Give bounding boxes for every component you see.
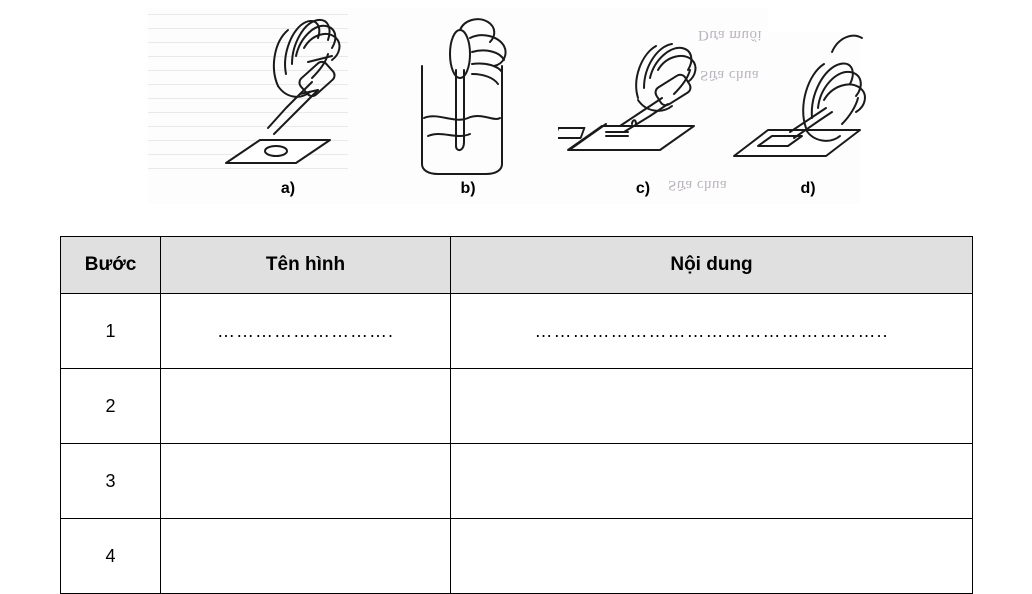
hand-dropper-on-specimen-icon	[558, 8, 728, 183]
table-header-row	[61, 237, 973, 294]
table-row	[61, 369, 973, 444]
figure-panel-c-label: c)	[635, 180, 651, 197]
figure-panel-c	[558, 8, 728, 204]
cell-figure-name[interactable]: ……………………….	[161, 294, 451, 369]
figure-illustration	[148, 8, 888, 208]
table-row	[61, 294, 973, 369]
ghost-text-2: Sữa chua	[700, 67, 760, 83]
hand-placing-coverslip-icon	[728, 8, 888, 183]
cell-step-number: 3	[61, 444, 161, 519]
figure-panel-a	[208, 8, 368, 204]
figure-panel-b	[398, 8, 538, 204]
cell-content[interactable]: ………………………………………………..	[451, 294, 973, 369]
column-header-content: Nội dung	[451, 237, 973, 294]
column-header-figure-name: Tên hình	[161, 237, 451, 294]
cell-figure-name[interactable]	[161, 369, 451, 444]
cell-step-number: 4	[61, 519, 161, 594]
cell-figure-name[interactable]	[161, 444, 451, 519]
ghost-text-1: Dưa muối	[698, 27, 763, 43]
hand-stirring-beaker-icon	[398, 8, 538, 183]
figure-panel-a-label: a)	[280, 180, 296, 197]
ghost-text-3: Sữa chua	[668, 177, 728, 193]
hand-dropper-on-slide-icon	[208, 8, 368, 183]
figure-panel-d-label: d)	[800, 180, 816, 197]
cell-content[interactable]	[451, 444, 973, 519]
cell-step-number: 1	[61, 294, 161, 369]
scan-corner-fold	[768, 8, 888, 32]
cell-content[interactable]	[451, 369, 973, 444]
table-row	[61, 444, 973, 519]
cell-figure-name[interactable]	[161, 519, 451, 594]
steps-table	[60, 236, 973, 594]
cell-content[interactable]	[451, 519, 973, 594]
table-row	[61, 519, 973, 594]
column-header-step: Bước	[61, 237, 161, 294]
figure-panel-b-label: b)	[460, 180, 476, 197]
steps-table-container	[60, 236, 972, 594]
cell-step-number: 2	[61, 369, 161, 444]
figure-panel-d	[728, 8, 888, 204]
